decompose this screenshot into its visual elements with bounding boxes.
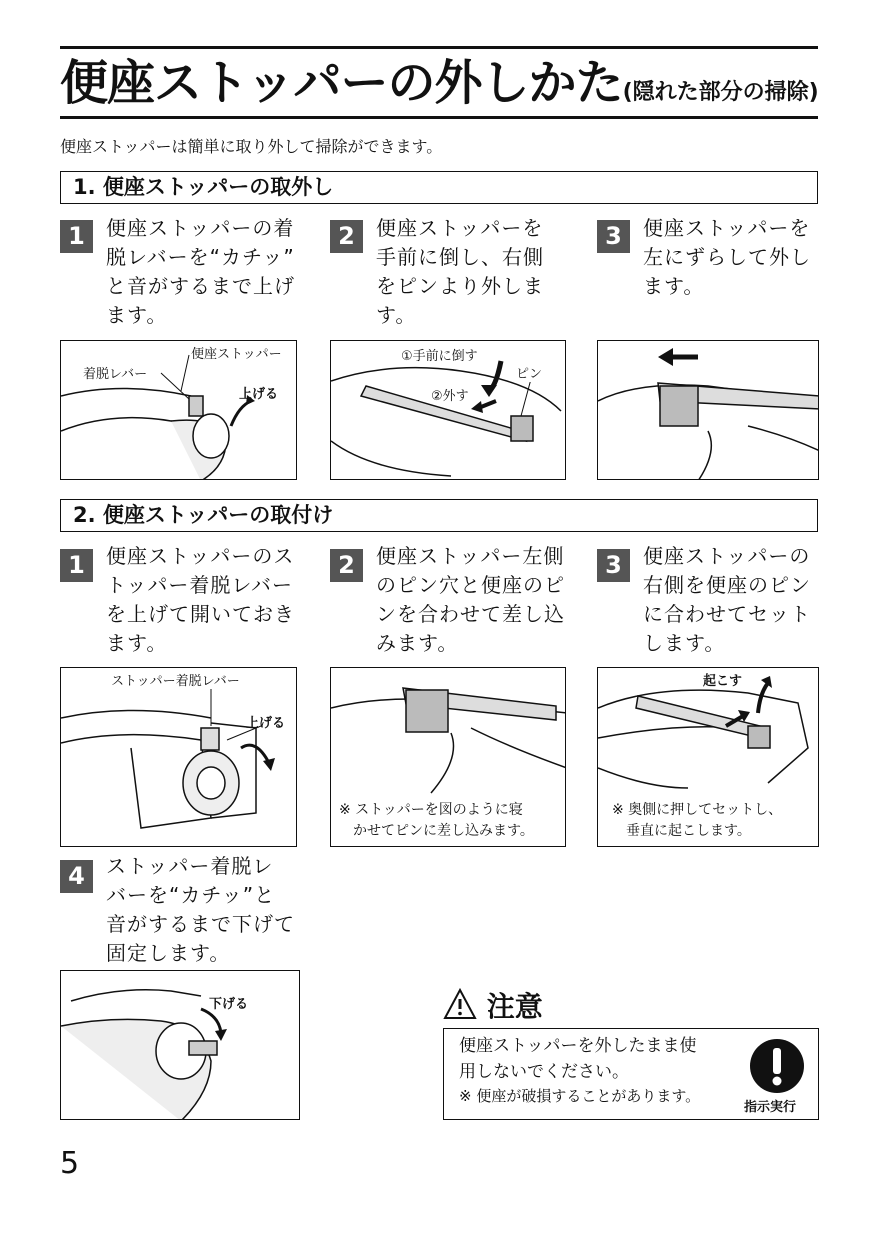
step-number: 2	[330, 220, 363, 253]
page-number: 5	[60, 1146, 80, 1181]
step-number: 1	[60, 549, 93, 582]
illustration-tilt-remove	[330, 340, 566, 480]
mandatory-label: 指示実行	[744, 1100, 797, 1115]
illustration-insert-pin	[330, 667, 566, 847]
exclamation-icon	[750, 1039, 804, 1093]
label-remove: ②外す	[431, 389, 469, 404]
illustration-drawing	[598, 341, 819, 480]
label-lever: 着脱レバー	[83, 363, 147, 382]
step-text: 便座ストッパーの着 脱レバーを“カチッ” と音がするまで上げ ます。	[106, 216, 295, 327]
illustration-lever-up	[60, 340, 297, 480]
step-text: 便座ストッパーのス トッパー着脱レバー を上げて開いておき ます。	[106, 544, 295, 655]
step-number: 1	[60, 220, 93, 253]
step-number: 2	[330, 549, 363, 582]
step-text: 便座ストッパー左側 のピン穴と便座のピ ンを合わせて差し込 みます。	[376, 544, 565, 655]
title-bottom-rule	[60, 116, 818, 119]
label-raise: 上げる	[246, 716, 286, 731]
page-title	[60, 54, 819, 122]
step-text: 便座ストッパーを 手前に倒し、右側 をピンより外しま す。	[376, 216, 544, 327]
install-note: ※ ストッパーを図のように寝 かせてピンに差し込みます。	[339, 802, 534, 839]
label-tilt: ①手前に倒す	[401, 345, 478, 364]
page-title-sub: (隠れた部分の掃除)	[622, 80, 819, 105]
mandatory-action-icon	[750, 1039, 804, 1093]
warning-triangle-icon	[443, 988, 477, 1020]
label-raise: 上げる	[239, 387, 279, 402]
step-text: 便座ストッパーの 右側を便座のピン に合わせてセット します。	[643, 544, 811, 655]
caution-text: 便座ストッパーを外したまま使 用しないでください。	[459, 1036, 697, 1082]
section-removal-heading: 1. 便座ストッパーの取外し	[60, 171, 818, 204]
caution-heading	[443, 985, 543, 1025]
intro-text: 便座ストッパーは簡単に取り外して掃除ができます。	[60, 137, 443, 156]
illustration-drawing	[61, 971, 300, 1120]
illustration-open-lever	[60, 667, 297, 847]
section-install-heading: 2. 便座ストッパーの取付け	[60, 499, 818, 532]
illustration-lever-down	[60, 970, 300, 1120]
label-raise-up: 起こす	[703, 674, 743, 689]
step-text: ストッパー着脱レ バーを“カチッ”と 音がするまで下げて 固定します。	[106, 854, 295, 965]
page-title-main: 便座ストッパーの外しかた	[60, 55, 623, 111]
caution-note: ※ 便座が破損することがあります。	[459, 1087, 701, 1105]
label-lower: 下げる	[209, 997, 249, 1012]
caution-box	[443, 1028, 819, 1120]
illustration-drawing	[61, 668, 297, 847]
step-number: 3	[597, 549, 630, 582]
step-number: 4	[60, 860, 93, 893]
illustration-raise-stopper	[597, 667, 819, 847]
illustration-slide-left	[597, 340, 819, 480]
step-text: 便座ストッパーを 左にずらして外し ます。	[643, 216, 811, 298]
caution-title: 注意	[486, 990, 543, 1023]
label-stopper-lever: ストッパー着脱レバー	[111, 670, 240, 689]
step-number: 3	[597, 220, 630, 253]
label-stopper: 便座ストッパー	[191, 343, 282, 362]
label-pin: ピン	[516, 363, 542, 382]
set-note: ※ 奥側に押してセットし、 垂直に起こします。	[612, 802, 783, 839]
title-top-rule	[60, 46, 818, 49]
